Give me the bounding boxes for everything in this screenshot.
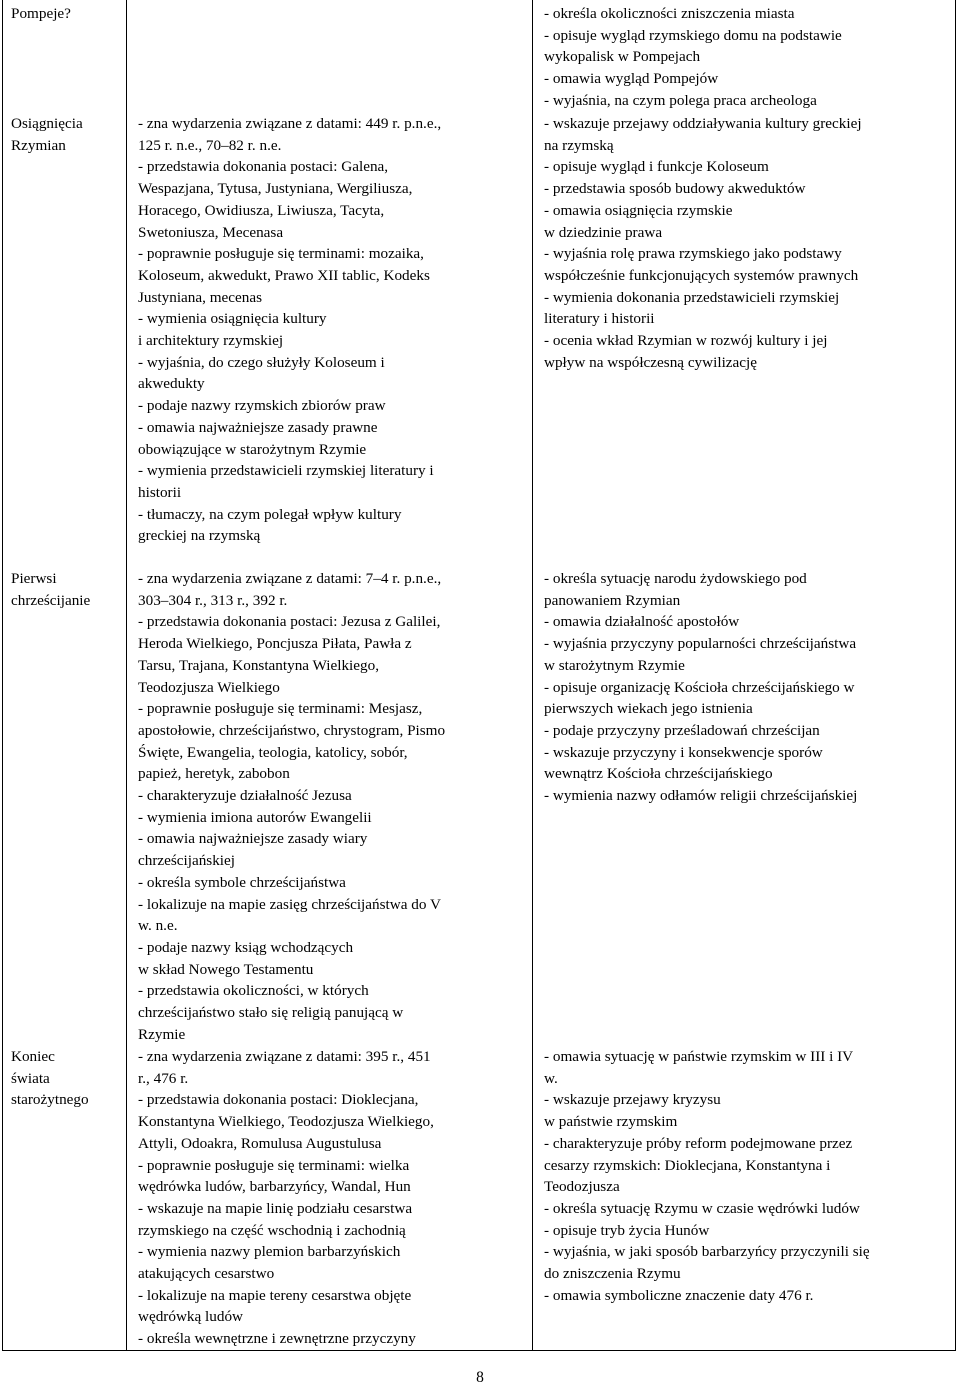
text-line: - opisuje organizację Kościoła chrześcijańskiego w (544, 678, 855, 696)
text-line: papież, heretyk, zabobon (138, 765, 290, 783)
text-line: - wyjaśnia rolę prawa rzymskiego jako podstawy (544, 245, 842, 263)
text-line: chrześcijańskiej (138, 852, 235, 870)
text-line: w dziedzinie prawa (544, 223, 663, 241)
text-line: Pierwsi (11, 570, 57, 587)
text-line: - poprawnie posługuje się terminami: wielka (138, 1156, 410, 1174)
topic-cell (11, 113, 122, 156)
text-line: - wymienia nazwy plemion barbarzyńskich (138, 1243, 401, 1261)
text-line: panowaniem Rzymian (544, 591, 681, 609)
text-line: - opisuje wygląd rzymskiego domu na podstawie (544, 26, 842, 44)
extended-requirements-cell (544, 1046, 952, 1306)
text-line: starożytnego (11, 1091, 89, 1109)
text-line: - wymienia dokonania przedstawicieli rzymskiej (544, 288, 840, 306)
text-line: Horacego, Owidiusza, Liwiusza, Tacyta, (138, 201, 385, 219)
extended-requirements-cell (544, 3, 952, 112)
extended-requirements-cell (544, 568, 952, 807)
text-line: - określa okoliczności zniszczenia miasta (544, 5, 795, 22)
text-line: Koloseum, akwedukt, Prawo XII tablic, Kodeks (138, 266, 430, 284)
text-line: - opisuje tryb życia Hunów (544, 1221, 710, 1239)
page-number: 8 (476, 1369, 484, 1386)
text-line: - omawia symboliczne znaczenie daty 476 r. (544, 1286, 814, 1304)
text-line: - wymienia przedstawicieli rzymskiej literatury i (138, 462, 434, 480)
text-line: świata (11, 1069, 50, 1087)
text-line: Wespazjana, Tytusa, Justyniana, Wergiliusza, (138, 180, 413, 198)
text-line: - omawia najważniejsze zasady wiary (138, 830, 368, 848)
text-line: rzymskiego na część wschodnią i zachodnią (138, 1221, 406, 1239)
text-line: 125 r. n.e., 70–82 r. n.e. (138, 136, 282, 154)
text-line: - zna wydarzenia związane z datami: 7–4 r. p.n.e., (138, 570, 442, 587)
text-line: - określa symbole chrześcijaństwa (138, 873, 346, 891)
text-line: - omawia wygląd Pompejów (544, 70, 719, 88)
text-line: Koniec (11, 1048, 55, 1065)
text-line: - omawia działalność apostołów (544, 613, 740, 631)
table-bottom-rule (2, 1350, 956, 1351)
text-line: - przedstawia dokonania postaci: Galena, (138, 158, 389, 176)
text-line: w. (544, 1069, 558, 1087)
text-line: - wymienia imiona autorów Ewangelii (138, 808, 372, 826)
table-column-rule (126, 0, 127, 1351)
text-line: Tarsu, Trajana, Konstantyna Wielkiego, (138, 656, 380, 674)
text-line: wewnątrz Kościoła chrześcijańskiego (544, 765, 773, 783)
extended-requirements-cell (544, 113, 952, 373)
text-line: w skład Nowego Testamentu (138, 960, 314, 978)
topic-cell (11, 3, 122, 25)
text-line: cesarzy rzymskich: Dioklecjana, Konstantyna i (544, 1156, 831, 1174)
text-line: współcześnie funkcjonujących systemów prawnych (544, 266, 859, 284)
text-line: greckiej na rzymską (138, 527, 261, 545)
text-line: wędrówką ludów (138, 1308, 244, 1326)
text-line: - lokalizuje na mapie zasięg chrześcijaństwa do V (138, 895, 441, 913)
text-line: na rzymską (544, 136, 614, 154)
basic-requirements-cell (138, 568, 528, 1045)
table-column-rule (2, 0, 3, 1351)
text-line: - ocenia wkład Rzymian w rozwój kultury i jej (544, 332, 828, 350)
text-line: - wyjaśnia, na czym polega praca archeologa (544, 91, 817, 109)
text-line: Konstantyna Wielkiego, Teodozjusza Wielkiego, (138, 1113, 434, 1131)
text-line: - wymienia osiągnięcia kultury (138, 310, 327, 328)
text-line: i architektury rzymskiej (138, 332, 284, 350)
text-line: Teodozjusza (544, 1178, 620, 1196)
text-line: Rzymian (11, 136, 66, 154)
text-line: - zna wydarzenia związane z datami: 449 r. p.n.e., (138, 115, 442, 132)
text-line: w starożytnym Rzymie (544, 656, 685, 674)
text-line: - przedstawia okoliczności, w których (138, 982, 369, 1000)
text-line: - podaje nazwy rzymskich zbiorów praw (138, 397, 386, 415)
text-line: - charakteryzuje próby reform podejmowane przez (544, 1134, 853, 1152)
text-line: w. n.e. (138, 917, 178, 935)
text-line: Swetoniusza, Mecenasa (138, 223, 284, 241)
text-line: - wymienia nazwy odłamów religii chrześcijańskiej (544, 787, 858, 805)
text-line: r., 476 r. (138, 1069, 189, 1087)
text-line: 303–304 r., 313 r., 392 r. (138, 591, 288, 609)
text-line: - wyjaśnia przyczyny popularności chrześcijaństwa (544, 635, 857, 653)
basic-requirements-cell (138, 113, 528, 547)
text-line: - podaje nazwy ksiąg wchodzących (138, 938, 354, 956)
text-line: Attyli, Odoakra, Romulusa Augustulusa (138, 1134, 382, 1152)
text-line: Pompeje? (11, 5, 71, 22)
topic-cell (11, 1046, 122, 1111)
requirements-table (2, 0, 956, 1351)
text-line: - podaje przyczyny prześladowań chrześcijan (544, 721, 820, 739)
text-line: - określa wewnętrzne i zewnętrzne przyczyny (138, 1330, 416, 1348)
table-column-rule (955, 0, 956, 1351)
text-line: - tłumaczy, na czym polegał wpływ kultury (138, 505, 402, 523)
text-line: - wskazuje przyczyny i konsekwencje sporów (544, 743, 823, 761)
text-line: akwedukty (138, 375, 205, 393)
text-line: Osiągnięcia (11, 115, 83, 132)
text-line: - wskazuje przejawy oddziaływania kultury greckiej (544, 115, 862, 132)
text-line: - zna wydarzenia związane z datami: 395 r., 451 (138, 1048, 431, 1065)
text-line: - omawia sytuację w państwie rzymskim w III i IV (544, 1048, 854, 1065)
text-line: do zniszczenia Rzymu (544, 1265, 681, 1283)
text-line: - poprawnie posługuje się terminami: Mesjasz, (138, 700, 423, 718)
text-line: Justyniana, mecenas (138, 288, 262, 306)
text-line: apostołowie, chrześcijaństwo, chrystogram, Pismo (138, 721, 446, 739)
topic-cell (11, 568, 122, 611)
text-line: obowiązujące w starożytnym Rzymie (138, 440, 367, 458)
text-line: - charakteryzuje działalność Jezusa (138, 787, 352, 805)
text-line: Rzymie (138, 1025, 186, 1043)
text-line: - omawia najważniejsze zasady prawne (138, 418, 378, 436)
text-line: - wyjaśnia, do czego służyły Koloseum i (138, 353, 385, 371)
text-line: - przedstawia sposób budowy akweduktów (544, 180, 806, 198)
text-line: wykopalisk w Pompejach (544, 48, 701, 66)
text-line: pierwszych wiekach jego istnienia (544, 700, 753, 718)
text-line: chrześcijanie (11, 591, 91, 609)
basic-requirements-cell (138, 1046, 528, 1350)
text-line: - przedstawia dokonania postaci: Dioklecjana, (138, 1091, 419, 1109)
text-line: - poprawnie posługuje się terminami: mozaika, (138, 245, 424, 263)
table-column-rule (532, 0, 533, 1351)
text-line: - określa sytuację narodu żydowskiego pod (544, 570, 807, 587)
text-line: Teodozjusza Wielkiego (138, 678, 280, 696)
text-line: - przedstawia dokonania postaci: Jezusa z Galilei, (138, 613, 441, 631)
text-line: w państwie rzymskim (544, 1113, 678, 1131)
text-line: wędrówka ludów, barbarzyńcy, Wandal, Hun (138, 1178, 411, 1196)
text-line: - wskazuje przejawy kryzysu (544, 1091, 721, 1109)
text-line: - omawia osiągnięcia rzymskie (544, 201, 733, 219)
text-line: - wskazuje na mapie linię podziału cesarstwa (138, 1199, 413, 1217)
text-line: atakujących cesarstwo (138, 1265, 275, 1283)
text-line: chrześcijaństwo stało się religią panującą w (138, 1004, 404, 1022)
text-line: Święte, Ewangelia, teologia, katolicy, sobór, (138, 743, 408, 761)
text-line: literatury i historii (544, 310, 655, 328)
text-line: wpływ na współczesną cywilizację (544, 353, 757, 371)
text-line: - wyjaśnia, w jaki sposób barbarzyńcy przyczynili się (544, 1243, 870, 1261)
text-line: - lokalizuje na mapie tereny cesarstwa objęte (138, 1286, 412, 1304)
text-line: Heroda Wielkiego, Poncjusza Piłata, Pawła z (138, 635, 412, 653)
text-line: - określa sytuację Rzymu w czasie wędrówki ludów (544, 1199, 860, 1217)
text-line: - opisuje wygląd i funkcje Koloseum (544, 158, 769, 176)
text-line: historii (138, 483, 182, 501)
